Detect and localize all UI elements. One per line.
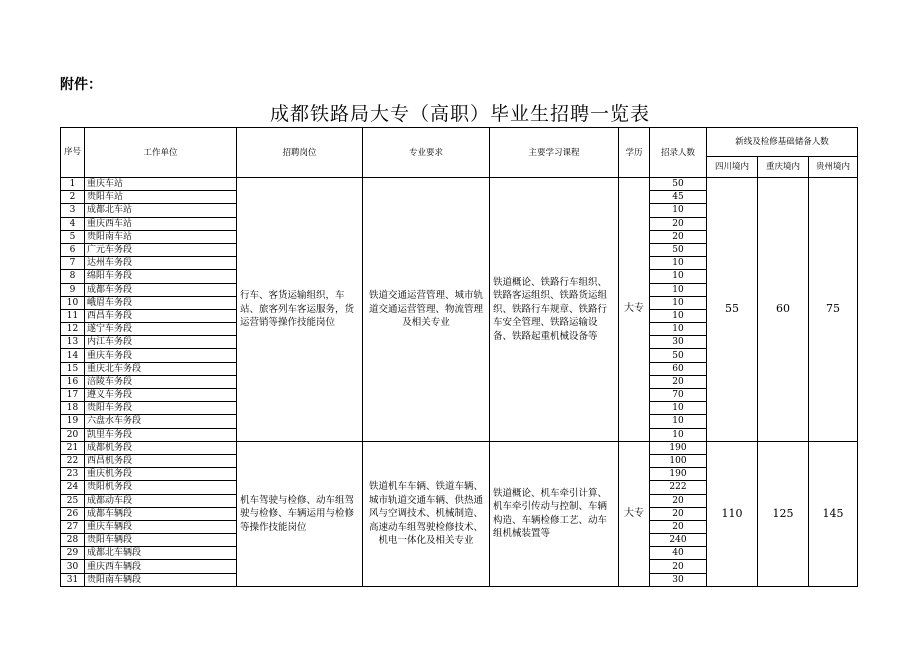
header-count: 招录人数: [650, 128, 707, 178]
row-seq: 23: [61, 468, 85, 481]
row-unit: 六盘水车务段: [85, 415, 237, 428]
row-seq: 19: [61, 415, 85, 428]
group-chongqing: 60: [758, 178, 809, 442]
group-sichuan: 110: [707, 441, 758, 586]
row-count: 10: [650, 323, 707, 336]
row-unit: 绵阳车务段: [85, 270, 237, 283]
row-seq: 5: [61, 230, 85, 243]
group-post: 行车、客货运输组织，车站、旅客列车客运服务，货运营销等操作技能岗位: [237, 178, 363, 442]
row-seq: 2: [61, 191, 85, 204]
row-seq: 30: [61, 560, 85, 573]
row-count: 10: [650, 415, 707, 428]
row-count: 10: [650, 283, 707, 296]
row-seq: 29: [61, 547, 85, 560]
row-seq: 12: [61, 323, 85, 336]
row-unit: 广元车务段: [85, 243, 237, 256]
row-count: 20: [650, 217, 707, 230]
group-edu: 大专: [619, 178, 650, 442]
row-unit: 成都北车辆段: [85, 547, 237, 560]
row-seq: 27: [61, 520, 85, 533]
group-edu: 大专: [619, 441, 650, 586]
row-seq: 21: [61, 441, 85, 454]
row-count: 30: [650, 573, 707, 586]
row-unit: 内江车务段: [85, 336, 237, 349]
group-major: 铁道机车车辆、铁道车辆、城市轨道交通车辆、供热通风与空调技术、机械制造、高速动车组驾驶检修技术、机电一体化及相关专业: [363, 441, 490, 586]
row-unit: 重庆车务段: [85, 349, 237, 362]
row-unit: 贵阳车站: [85, 191, 237, 204]
row-seq: 14: [61, 349, 85, 362]
group-post: 机车驾驶与检修、动车组驾驶与检修、车辆运用与检修等操作技能岗位: [237, 441, 363, 586]
row-count: 20: [650, 375, 707, 388]
group-courses: 铁道概论、机车牵引计算、机车牵引传动与控制、车辆构造、车辆检修工艺、动车组机械装置等: [490, 441, 619, 586]
row-count: 30: [650, 336, 707, 349]
row-seq: 9: [61, 283, 85, 296]
header-post: 招聘岗位: [237, 128, 363, 178]
row-seq: 8: [61, 270, 85, 283]
recruitment-table: [60, 127, 858, 587]
row-seq: 1: [61, 178, 85, 191]
row-count: 50: [650, 349, 707, 362]
row-seq: 28: [61, 534, 85, 547]
row-unit: 西昌机务段: [85, 454, 237, 467]
header-guizhou: 贵州境内: [809, 157, 858, 178]
group-guizhou: 145: [809, 441, 858, 586]
row-unit: 达州车务段: [85, 257, 237, 270]
row-count: 190: [650, 468, 707, 481]
row-count: 222: [650, 481, 707, 494]
row-seq: 22: [61, 454, 85, 467]
row-seq: 13: [61, 336, 85, 349]
row-seq: 7: [61, 257, 85, 270]
table-row: [61, 441, 858, 454]
page-title: 成都铁路局大专（高职）毕业生招聘一览表: [269, 103, 650, 125]
row-unit: 重庆西车站: [85, 217, 237, 230]
row-count: 40: [650, 547, 707, 560]
row-unit: 重庆机务段: [85, 468, 237, 481]
row-seq: 17: [61, 389, 85, 402]
row-unit: 成都动车段: [85, 494, 237, 507]
row-unit: 重庆车辆段: [85, 520, 237, 533]
group-guizhou: 75: [809, 178, 858, 442]
row-count: 20: [650, 520, 707, 533]
row-seq: 11: [61, 309, 85, 322]
header-sichuan: 四川境内: [707, 157, 758, 178]
row-count: 10: [650, 257, 707, 270]
row-seq: 4: [61, 217, 85, 230]
group-courses: 铁道概论、铁路行车组织、铁路客运组织、铁路货运组织、铁路行车规章、铁路行车安全管理、铁路运输设备、铁路起重机械设备等: [490, 178, 619, 442]
header-courses: 主要学习课程: [490, 128, 619, 178]
row-count: 45: [650, 191, 707, 204]
row-seq: 15: [61, 362, 85, 375]
row-unit: 成都车务段: [85, 283, 237, 296]
row-unit: 重庆北车务段: [85, 362, 237, 375]
table-row: [61, 178, 858, 191]
row-unit: 成都北车站: [85, 204, 237, 217]
row-seq: 25: [61, 494, 85, 507]
row-unit: 峨眉车务段: [85, 296, 237, 309]
row-count: 70: [650, 389, 707, 402]
row-unit: 凯里车务段: [85, 428, 237, 441]
row-count: 10: [650, 428, 707, 441]
row-unit: 贵阳南车辆段: [85, 573, 237, 586]
row-seq: 24: [61, 481, 85, 494]
group-major: 铁道交通运营管理、城市轨道交通运营管理、物流管理及相关专业: [363, 178, 490, 442]
row-unit: 贵阳车辆段: [85, 534, 237, 547]
row-count: 10: [650, 204, 707, 217]
row-unit: 成都车辆段: [85, 507, 237, 520]
row-seq: 20: [61, 428, 85, 441]
row-count: 20: [650, 507, 707, 520]
row-count: 190: [650, 441, 707, 454]
row-count: 10: [650, 309, 707, 322]
header-edu: 学历: [619, 128, 650, 178]
header-chongqing: 重庆境内: [758, 157, 809, 178]
row-unit: 遵义车务段: [85, 389, 237, 402]
row-count: 20: [650, 494, 707, 507]
row-count: 10: [650, 270, 707, 283]
group-chongqing: 125: [758, 441, 809, 586]
row-seq: 6: [61, 243, 85, 256]
header-unit: 工作单位: [85, 128, 237, 178]
row-count: 10: [650, 402, 707, 415]
row-count: 50: [650, 178, 707, 191]
row-unit: 重庆西车辆段: [85, 560, 237, 573]
attachment-label: 附件：: [60, 77, 102, 93]
row-unit: 贵阳南车站: [85, 230, 237, 243]
row-count: 60: [650, 362, 707, 375]
header-major: 专业要求: [363, 128, 490, 178]
row-unit: 涪陵车务段: [85, 375, 237, 388]
row-unit: 贵阳机务段: [85, 481, 237, 494]
header-seq: 序号: [61, 128, 85, 178]
row-unit: 西昌车务段: [85, 309, 237, 322]
row-unit: 成都机务段: [85, 441, 237, 454]
row-seq: 31: [61, 573, 85, 586]
row-unit: 贵阳车务段: [85, 402, 237, 415]
row-seq: 16: [61, 375, 85, 388]
row-seq: 10: [61, 296, 85, 309]
row-unit: 重庆车站: [85, 178, 237, 191]
row-count: 50: [650, 243, 707, 256]
row-count: 20: [650, 560, 707, 573]
row-seq: 3: [61, 204, 85, 217]
row-seq: 26: [61, 507, 85, 520]
row-count: 100: [650, 454, 707, 467]
row-count: 20: [650, 230, 707, 243]
row-count: 10: [650, 296, 707, 309]
row-unit: 遂宁车务段: [85, 323, 237, 336]
row-count: 240: [650, 534, 707, 547]
header-reserve: 新线及检修基础储备人数: [707, 128, 858, 157]
group-sichuan: 55: [707, 178, 758, 442]
row-seq: 18: [61, 402, 85, 415]
